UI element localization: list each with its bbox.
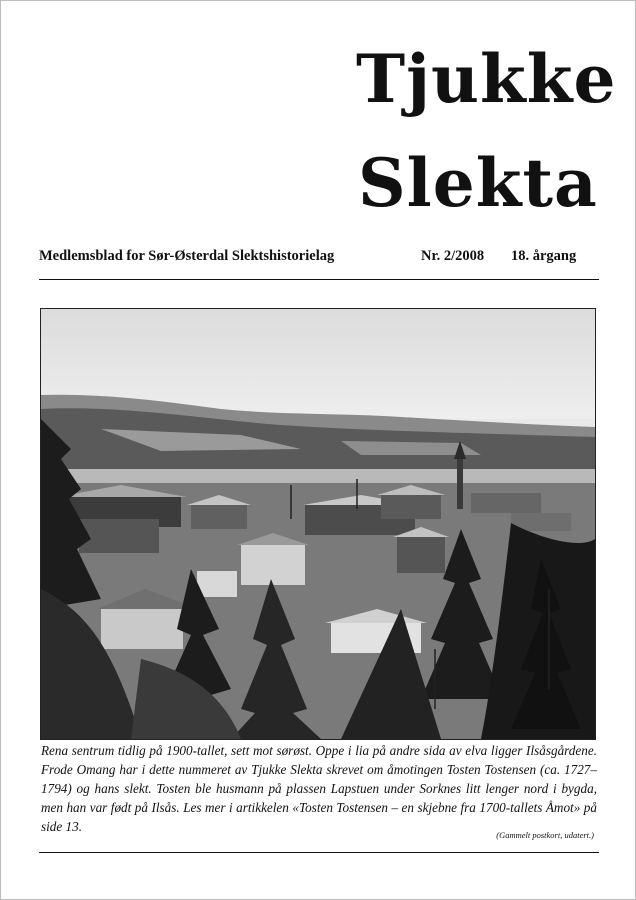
- footer-divider: [39, 852, 599, 853]
- caption-text: Rena sentrum tidlig på 1900-tallet, sett mot sørøst. Oppe i lia på andre sida av elva ligger Ilsåsgårdene. Frode Omang har i dette nummeret av Tjukke Slekta skrevet om åmotingen Tosten Tostensen (ca. 1727–1794) og hans slekt. Tosten ble husmann på plassen Lapstuen under Sorknes litt lenger nord i bygda, men han var født på Ilsås. Les mer i artikkelen «Tosten Tostensen – en skjebne fra 1700-tallets Åmot» på side 13.: [41, 743, 597, 834]
- subheader: [39, 246, 599, 270]
- issue-number: Nr. 2/2008: [421, 248, 485, 264]
- masthead-line-2: Slekta: [358, 144, 598, 222]
- volume-year: 18. årgang: [511, 248, 577, 264]
- header-divider: [39, 279, 599, 280]
- cover-photo-illustration: [41, 309, 595, 739]
- organization-name: Medlemsblad for Sør-Østerdal Slektshistorielag: [39, 248, 335, 264]
- masthead-line-1: Tjukke: [356, 40, 617, 118]
- photo-caption: [41, 741, 597, 836]
- cover-photo: [40, 308, 596, 740]
- river: [41, 469, 595, 485]
- photo-credit: (Gammelt postkort, udatert.): [496, 830, 594, 840]
